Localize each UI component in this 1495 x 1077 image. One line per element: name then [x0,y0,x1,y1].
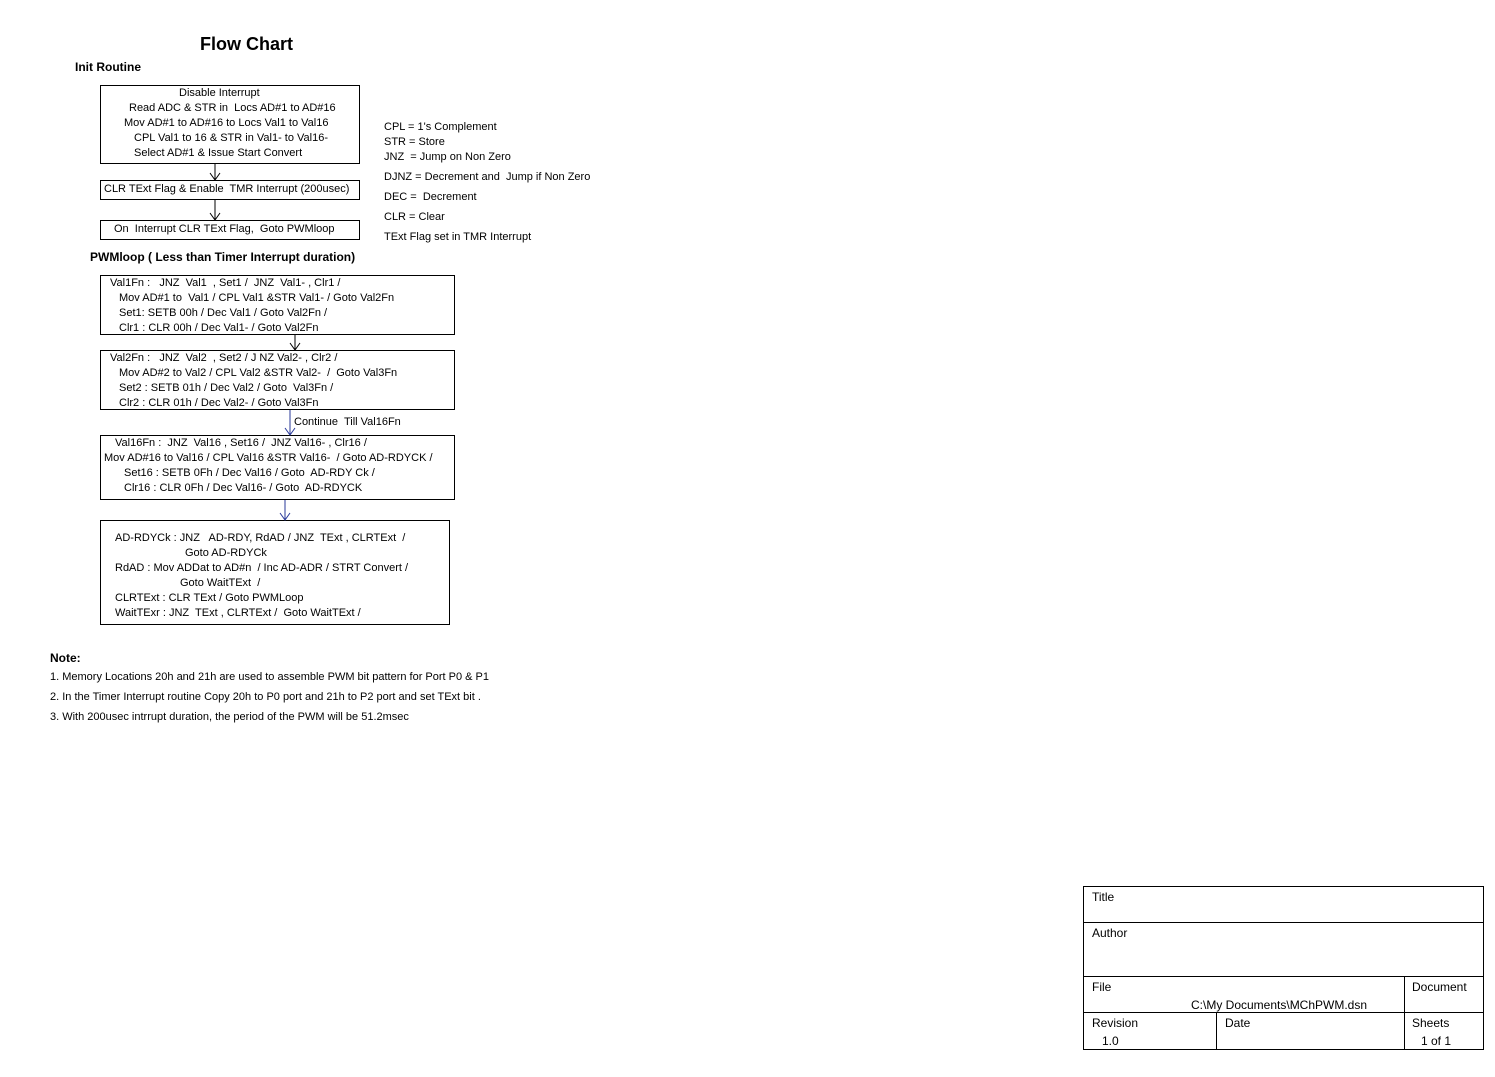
file-label: File [1092,980,1112,994]
revision-value: 1.0 [1102,1034,1119,1048]
init-box-1-line: Mov AD#1 to AD#16 to Locs Val1 to Val16 [124,117,329,129]
arrow-val1-to-val2 [290,335,300,350]
pwm-box-line: Val16Fn : JNZ Val16 , Set16 / JNZ Val16- , Clr16 / [115,437,367,449]
note-item: 2. In the Timer Interrupt routine Copy 20h to P0 port and 21h to P2 port and set TExt bit . [50,691,481,703]
pwm-box-line: Clr1 : CLR 00h / Dec Val1- / Goto Val2Fn [119,322,319,334]
author-cell [1084,923,1483,977]
pwm-box-line: Val1Fn : JNZ Val1 , Set1 / JNZ Val1- , Clr1 / [110,277,341,289]
document-cell [1405,977,1483,1013]
file-value: C:\My Documents\MChPWM.dsn [1191,998,1368,1012]
author-label: Author [1092,926,1128,940]
pwm-box-line: CLRTExt : CLR TExt / Goto PWMLoop [115,592,304,604]
legend-item: CPL = 1's Complement [384,121,497,133]
continue-label: Continue Till Val16Fn [294,416,401,428]
legend-item: DEC = Decrement [384,191,477,203]
arrow-init1-to-init2 [210,164,220,180]
revision-label: Revision [1092,1016,1139,1030]
pwm-box-line: Set16 : SETB 0Fh / Dec Val16 / Goto AD-RDY Ck / [124,467,375,479]
legend-item: JNZ = Jump on Non Zero [384,151,511,163]
pwm-box-line: WaitTExr : JNZ TExt , CLRTExt / Goto WaitTExt / [115,607,361,619]
init-box-3-line: On Interrupt CLR TExt Flag, Goto PWMloop [114,223,335,235]
arrow-val2-to-val16 [285,410,295,435]
pwm-box-line: Set1: SETB 00h / Dec Val1 / Goto Val2Fn / [119,307,328,319]
sheets-value: 1 of 1 [1421,1034,1452,1048]
note-item: 3. With 200usec intrrupt duration, the period of the PWM will be 51.2msec [50,711,409,723]
pwm-box-line: Goto WaitTExt / [180,577,261,589]
pwm-box-line: Clr16 : CLR 0Fh / Dec Val16- / Goto AD-RDYCK [124,482,363,494]
pwm-box-line: Mov AD#2 to Val2 / CPL Val2 &STR Val2- / Goto Val3Fn [119,367,398,379]
arrow-val16-to-adrdyck [280,500,290,520]
pwm-box-line: Clr2 : CLR 01h / Dec Val2- / Goto Val3Fn [119,397,319,409]
legend-item: TExt Flag set in TMR Interrupt [384,231,532,243]
legend-item: STR = Store [384,136,445,148]
legend-item: CLR = Clear [384,211,445,223]
sheets-cell [1405,1013,1483,1049]
init-box-1-line: Disable Interrupt [179,87,260,99]
legend-item: DJNZ = Decrement and Jump if Non Zero [384,171,591,183]
pwm-box-line: RdAD : Mov ADDat to AD#n / Inc AD-ADR / STRT Convert / [115,562,409,574]
notes-heading: Note: [50,651,81,665]
date-cell [1217,1013,1405,1049]
date-label: Date [1225,1016,1251,1030]
title-cell [1084,887,1483,923]
title-label: Title [1092,890,1115,904]
pwm-box-line: Set2 : SETB 01h / Dec Val2 / Goto Val3Fn / [119,382,334,394]
revision-cell [1084,1013,1217,1049]
pwm-box-line: Val2Fn : JNZ Val2 , Set2 / J NZ Val2- , Clr2 / [110,352,338,364]
init-box-1-line: Read ADC & STR in Locs AD#1 to AD#16 [129,102,336,114]
pwm-box-line: Mov AD#16 to Val16 / CPL Val16 &STR Val16- / Goto AD-RDYCK / [104,452,433,464]
note-item: 1. Memory Locations 20h and 21h are used to assemble PWM bit pattern for Port P0 & P1 [50,671,490,683]
sheets-label: Sheets [1412,1016,1450,1030]
document-label: Document [1412,980,1467,994]
pwm-box-line: Mov AD#1 to Val1 / CPL Val1 &STR Val1- / Goto Val2Fn [119,292,395,304]
pwm-loop-heading: PWMloop ( Less than Timer Interrupt duration) [90,250,356,264]
init-box-2-line: CLR TExt Flag & Enable TMR Interrupt (200usec) [104,183,350,195]
page-title: Flow Chart [200,34,293,54]
pwm-box-line: AD-RDYCk : JNZ AD-RDY, RdAD / JNZ TExt , CLRTExt / [115,532,406,544]
arrow-init2-to-init3 [210,200,220,220]
pwm-box-line: Goto AD-RDYCk [185,547,267,559]
file-cell [1084,977,1405,1013]
title-block [1083,886,1484,1050]
init-box-1-line: Select AD#1 & Issue Start Convert [134,147,303,159]
init-box-1-line: CPL Val1 to 16 & STR in Val1- to Val16- [134,132,329,144]
init-routine-heading: Init Routine [75,60,141,74]
